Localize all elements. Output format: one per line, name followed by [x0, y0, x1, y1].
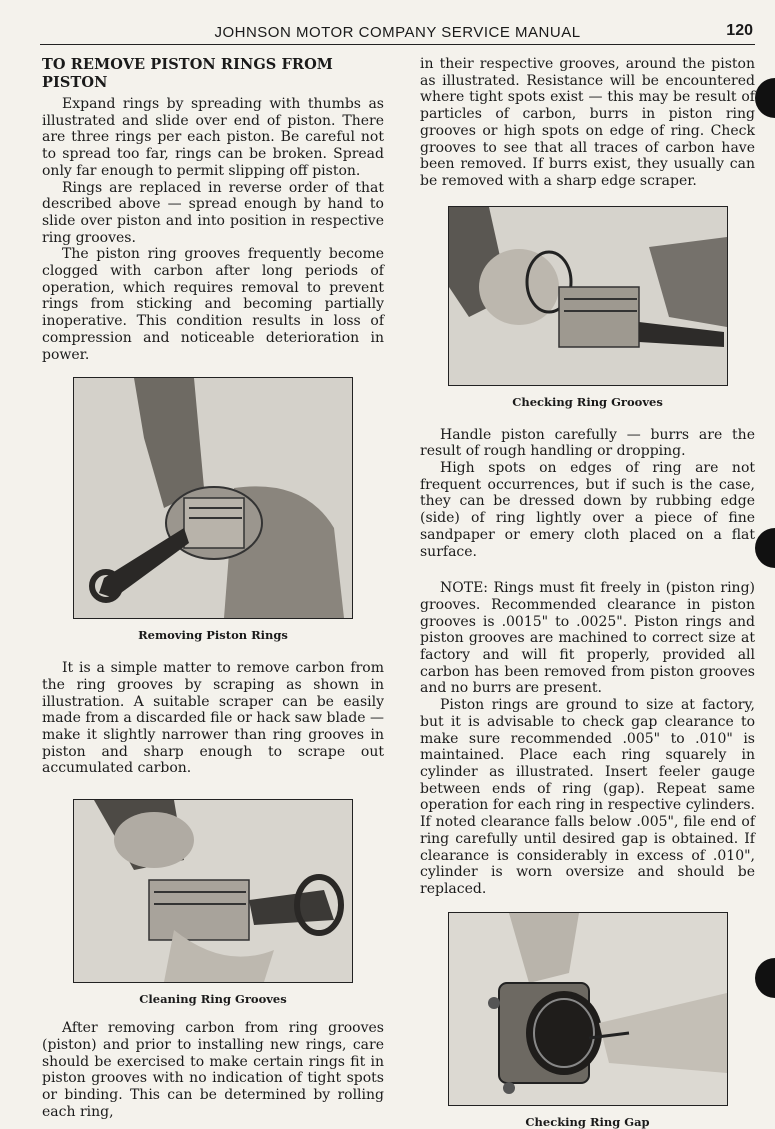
figure-caption: Checking Ring Gap — [525, 1114, 650, 1129]
figure-caption: Removing Piston Rings — [138, 628, 288, 643]
figure-caption: Cleaning Ring Grooves — [139, 992, 287, 1007]
left-column — [42, 56, 384, 1120]
page-number: 120 — [726, 22, 753, 39]
binding-hole — [755, 78, 775, 118]
right-column — [420, 56, 755, 1129]
paragraph: Handle piston carefully — burrs are the result of rough handling or dropping. — [420, 426, 755, 460]
photo-checking-ring-grooves — [448, 206, 728, 386]
paragraph: Rings are replaced in reverse order of that described above — spread enough by hand to slide over piston and into position in respective ring grooves. — [42, 179, 384, 246]
photo-checking-ring-gap — [448, 912, 728, 1106]
paragraph: It is a simple matter to remove carbon from the ring grooves by scraping as shown in illustration. A suitable scraper can be easily made from a discarded file or hack saw blade — make it slightly narrower than ring grooves in piston and sharp enough to scrape out accumulated carbon. — [42, 660, 385, 777]
paragraph: High spots on edges of ring are not frequent occurrences, but if such is the case, they can be dressed down by rubbing edge (side) of ring lightly over a piece of fine sandpaper or emery cloth placed on a flat surface. — [420, 460, 755, 560]
section-heading: TO REMOVE PISTON RINGS FROM PISTON — [42, 56, 333, 91]
paragraph: Expand rings by spreading with thumbs as illustrated and slide over end of piston. There are three rings per each piston. Be careful not to spread too far, rings can be broken. Spread only far enough to permit slipping off piston. — [42, 96, 384, 179]
photo-cleaning-ring-grooves — [73, 799, 353, 983]
paragraph: The piston ring grooves frequently become clogged with carbon after long periods of operation, which requires removal to prevent rings from sticking and becoming partially inoperative. This condition results in loss of compression and noticeable deterioration in power. — [42, 246, 384, 363]
manual-title: JOHNSON MOTOR COMPANY SERVICE MANUAL — [214, 24, 581, 41]
page-header — [40, 22, 755, 45]
paragraph: Piston rings are ground to size at factory, but it is advisable to check gap clearance to make sure recommended .005" to .010" is maintained. Place each ring squarely in cylinder as illustrated. Insert feeler gauge between ends of ring (gap). Repeat same operation for each ring in respective cylinders. If noted clearance falls below .005", file end of ring carefully until desired gap is obtained. If clearance is considerably in excess of .010", cylinder is worn oversize and should be replaced. — [420, 697, 755, 897]
binding-hole — [755, 528, 775, 568]
paragraph: in their respective grooves, around the piston as illustrated. Resistance will be encountered where tight spots exist — this may be result of particles of carbon, burrs in piston ring grooves or high spots on edge of ring. Check grooves to see that all traces of carbon have been removed. If burrs exist, they usually can be removed with a sharp edge scraper. — [420, 56, 755, 189]
photo-removing-piston-rings — [73, 377, 353, 619]
paragraph: After removing carbon from ring grooves (piston) and prior to installing new rings, care should be exercised to make certain rings fit in piston grooves with no indication of tight spots or binding. This can be determined by rolling each ring, — [42, 1020, 384, 1120]
figure-caption: Checking Ring Grooves — [512, 394, 663, 409]
binding-hole — [755, 958, 775, 998]
note-paragraph: NOTE: Rings must fit freely in (piston ring) grooves. Recommended clearance in piston grooves is .0015" to .0025". Piston rings and piston grooves are machined to correct size at factory and will fit properly, provided all carbon has been removed from piston grooves and no burrs are present. — [420, 580, 755, 697]
